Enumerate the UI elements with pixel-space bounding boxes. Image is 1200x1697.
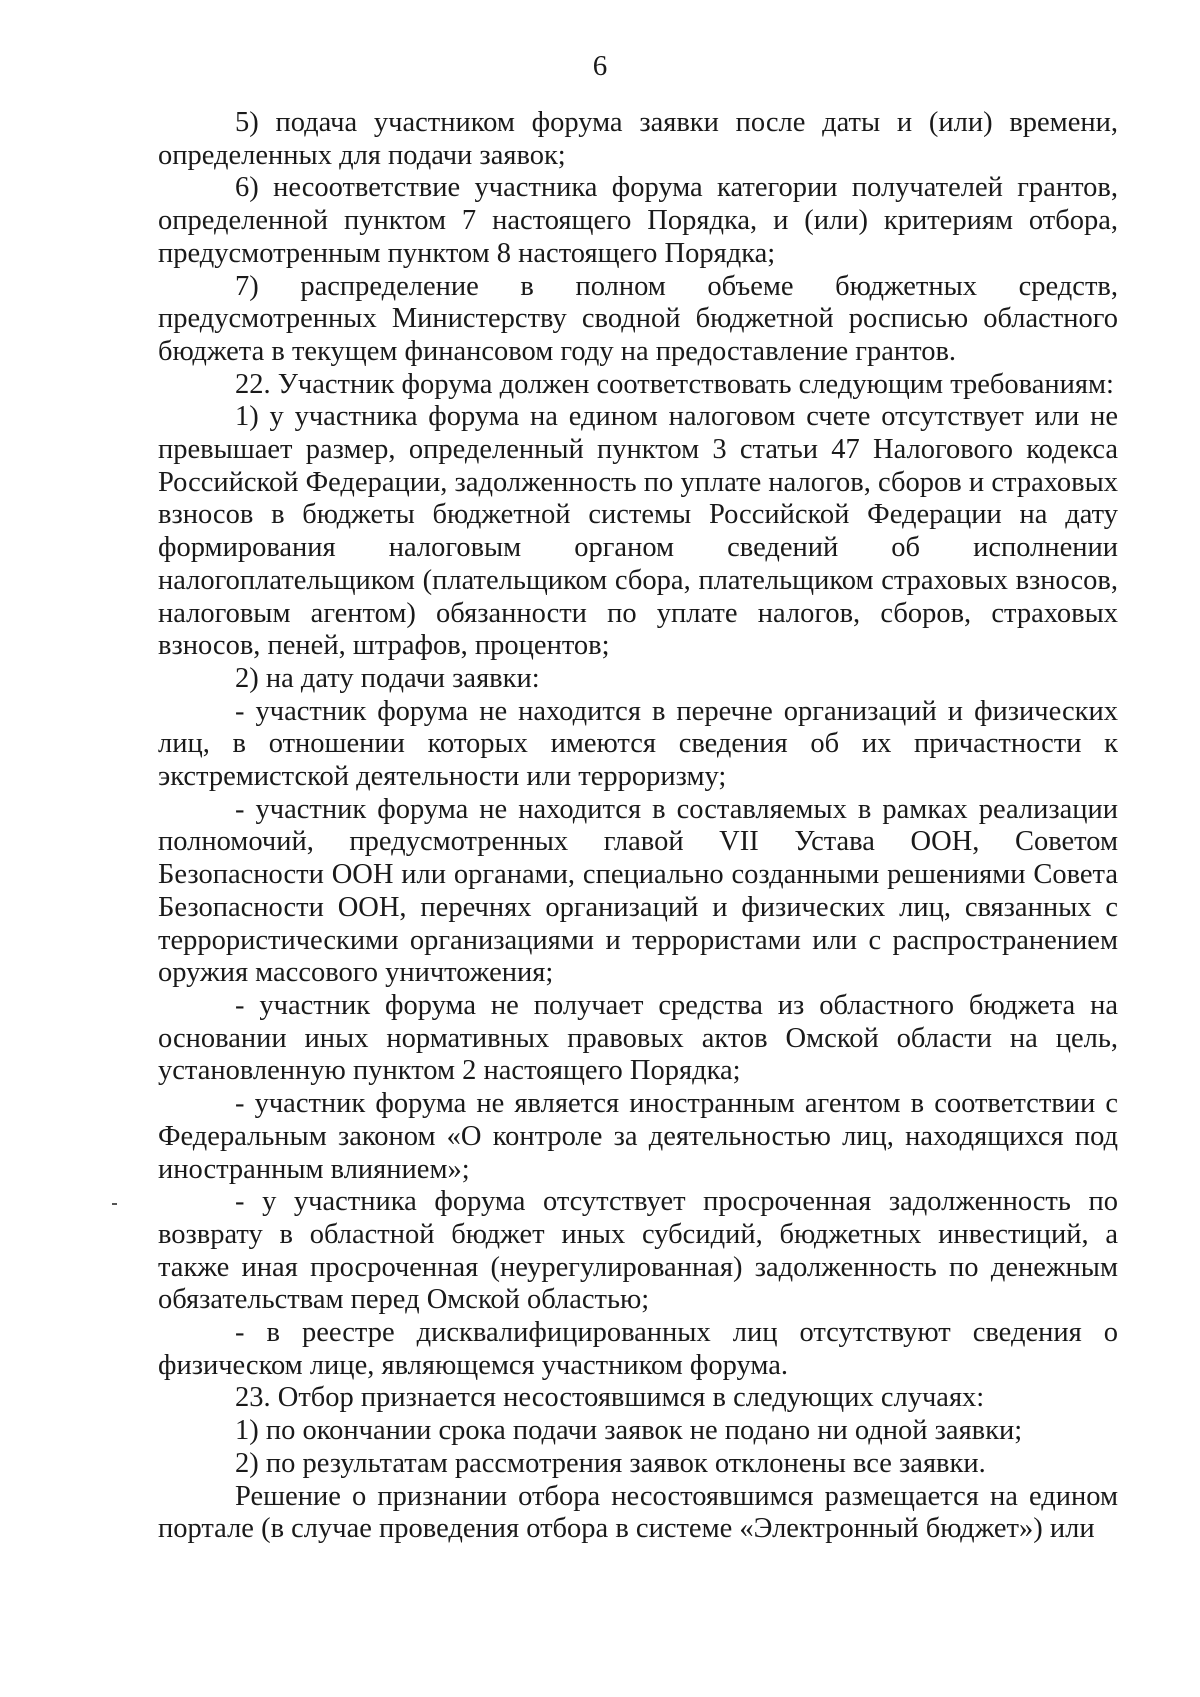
paragraph-item-7-funds-distributed: 7) распределение в полном объеме бюджетных средств, предусмотренных Министерству сводной бюджетной росписью областного бюджета в текущем финансовом году на предоставление грантов. [158,270,1118,367]
scan-speck [112,1203,117,1205]
page-number: 6 [592,50,608,82]
paragraph-section-22-heading: 22. Участник форума должен соответствовать следующим требованиям: [235,368,1114,400]
paragraph-bullet-overdue-debt: - у участника форума отсутствует просроченная задолженность по возврату в областной бюджет иных субсидий, бюджетных инвестиций, а также иная просроченная (неурегулированная) задолженность по денежным обязательствам перед Омской областью; [158,1186,1118,1316]
paragraph-item-6-category-mismatch: 6) несоответствие участника форума категории получателей грантов, определенной пунктом 7 настоящего Порядка, и (или) критериям отбора, предусмотренным пунктом 8 настоящего Порядка; [158,172,1118,269]
paragraph-decision-publication: Решение о признании отбора несостоявшимся размещается на едином портале (в случае проведения отбора в системе «Электронный бюджет») или [158,1480,1118,1545]
paragraph-bullet-no-other-funding: - участник форума не получает средства из областного бюджета на основании иных нормативных правовых актов Омской области на цель, установленную пунктом 2 настоящего Порядка; [158,989,1118,1087]
paragraph-23-item-1-no-applications: 1) по окончании срока подачи заявок не подано ни одной заявки; [235,1415,1023,1447]
paragraph-section-23-heading: 23. Отбор признается несостоявшимся в следующих случаях: [235,1382,985,1414]
paragraph-22-item-2-intro: 2) на дату подачи заявки: [235,662,540,694]
paragraph-bullet-disqualified-registry: - в реестре дисквалифицированных лиц отсутствуют сведения о физическом лице, являющемся участником форума. [158,1317,1118,1381]
paragraph-bullet-foreign-agent: - участник форума не является иностранным агентом в соответствии с Федеральным законом «О контроле за деятельностью лиц, находящихся под иностранным влиянием»; [158,1088,1118,1185]
paragraph-23-item-2-all-rejected: 2) по результатам рассмотрения заявок отклонены все заявки. [235,1447,986,1479]
paragraph-bullet-un-lists: - участник форума не находится в составляемых в рамках реализации полномочий, предусмотренных главой VII Устава ООН, Советом Безопасности ООН или органами, специально созданными решениями Совета Безопасности ООН, перечнях организаций и физических лиц, связанных с террористическими организациями и террористами или с распространением оружия массового уничтожения; [158,793,1118,989]
paragraph-22-item-1-tax-debt: 1) у участника форума на едином налоговом счете отсутствует или не превышает размер, определенный пунктом 3 статьи 47 Налогового кодекса Российской Федерации, задолженность по уплате налогов, сборов и страховых взносов в бюджеты бюджетной системы Российской Федерации на дату формирования налоговым органом сведений об исполнении налогоплательщиком (плательщиком сбора, плательщиком страховых взносов, налоговым агентом) обязанности по уплате налогов, сборов, страховых взносов, пеней, штрафов, процентов; [158,401,1118,662]
paragraph-bullet-extremism-list: - участник форума не находится в перечне организаций и физических лиц, в отношении которых имеются сведения об их причастности к экстремистской деятельности или терроризму; [158,695,1118,793]
paragraph-item-5-late-submission: 5) подача участником форума заявки после даты и (или) времени, определенных для подачи заявок; [158,107,1118,171]
document-body [158,107,1118,1546]
